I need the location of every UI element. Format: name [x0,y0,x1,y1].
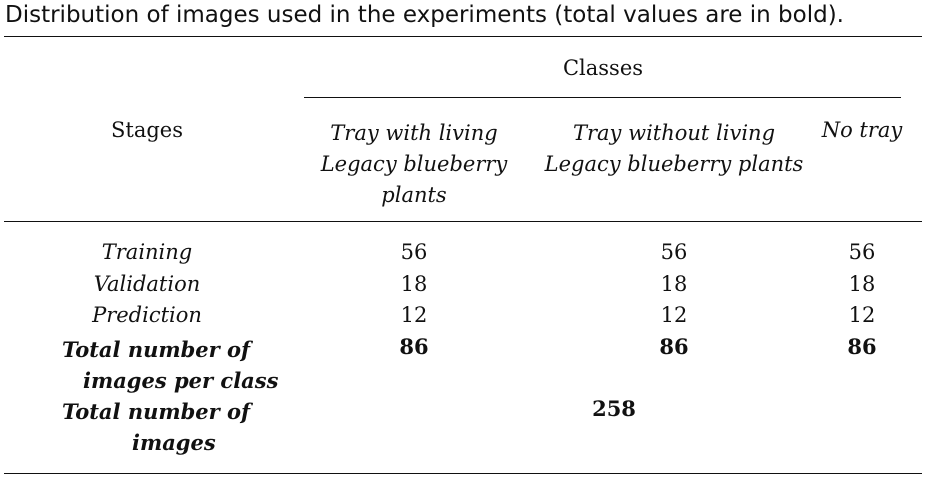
header-line: Tray with living [330,121,498,145]
table-cell: 12 [848,303,876,327]
stages-header: Stages [111,118,183,142]
table-caption: Distribution of images used in the experiments (total values are in bold). [5,2,844,28]
stage-validation: Validation [93,272,201,296]
table-cell: 56 [400,240,428,264]
top-rule [4,36,922,37]
table-cell: 12 [400,303,428,327]
stage-grand-total [62,396,250,458]
stage-line: Total number of [62,399,251,424]
table-cell: 56 [660,240,688,264]
header-rule [4,221,922,222]
header-line: No tray [821,118,903,142]
table-cell: 12 [660,303,688,327]
class-header-tray-living [321,118,508,211]
class-header-tray-without [545,118,804,180]
table-cell: 86 [847,334,877,359]
header-line: Tray without living [572,121,776,145]
header-line: Legacy blueberry [320,152,508,176]
table-cell: 18 [848,272,876,296]
stage-line: Total number of [62,337,251,362]
grand-total-value: 258 [592,396,636,421]
table-cell: 56 [848,240,876,264]
table-cell: 18 [400,272,428,296]
stage-prediction: Prediction [92,303,202,327]
stage-line: images per class [83,368,279,393]
header-line: plants [381,183,447,207]
classes-rule [304,97,901,98]
header-line: Legacy blueberry plants [544,152,804,176]
table-cell: 18 [660,272,688,296]
stage-line: images [132,430,216,455]
bottom-rule [4,473,922,474]
table-cell: 86 [399,334,429,359]
stage-total-per-class [62,334,278,396]
classes-header: Classes [562,56,644,80]
stage-training: Training [101,240,193,264]
table-cell: 86 [659,334,689,359]
class-header-no-tray [822,118,903,142]
